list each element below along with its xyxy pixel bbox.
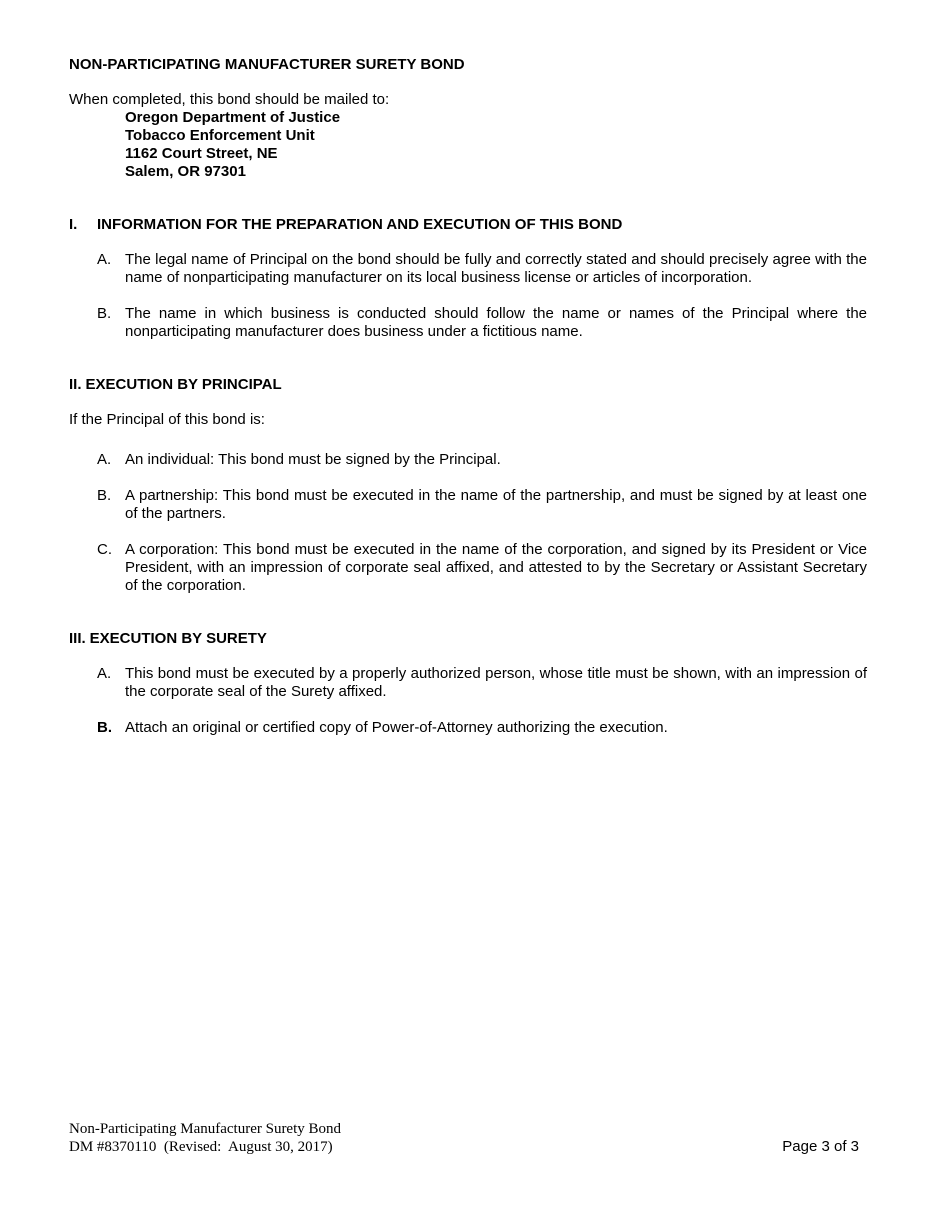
footer-document-info xyxy=(69,1120,859,1156)
list-item xyxy=(97,451,867,469)
address-line: Oregon Department of Justice xyxy=(125,109,341,126)
footer-form-name: Non-Participating Manufacturer Surety Bond xyxy=(69,1121,342,1137)
item-text: A corporation: This bond must be executed in the name of the corporation, and signed by its President or Vice President, with an impression of corporate seal affixed, and attested to by the Secretary or Assistant Secretary of the corporation. xyxy=(125,541,867,594)
item-letter: A. xyxy=(97,251,112,268)
item-text: This bond must be executed by a properly authorized person, whose title must be shown, with an impression of the corporate seal of the Surety affixed. xyxy=(125,665,867,700)
footer-revision: DM #8370110 (Revised: August 30, 2017) xyxy=(69,1139,333,1155)
section-heading-principal xyxy=(69,376,867,394)
document-title: NON-PARTICIPATING MANUFACTURER SURETY BOND xyxy=(69,56,465,73)
item-text: The name in which business is conducted should follow the name or names of the Principal where the nonparticipating manufacturer does business under a fictitious name. xyxy=(125,305,867,340)
section-list-information xyxy=(69,251,867,341)
item-text: An individual: This bond must be signed by the Principal. xyxy=(125,451,501,468)
section-number: I. xyxy=(69,216,78,233)
mail-instructions: When completed, this bond should be mailed to: xyxy=(69,91,390,108)
item-letter: A. xyxy=(97,665,112,682)
section-intro: If the Principal of this bond is: xyxy=(69,411,265,428)
section-number: III. xyxy=(69,630,86,647)
section-title: EXECUTION BY PRINCIPAL xyxy=(85,376,282,393)
address-line: 1162 Court Street, NE xyxy=(125,145,278,162)
section-title: INFORMATION FOR THE PREPARATION AND EXECUTION OF THIS BOND xyxy=(97,216,623,233)
page-number: Page 3 of 3 xyxy=(782,1138,859,1155)
list-item xyxy=(97,541,867,595)
page-footer xyxy=(69,1120,859,1156)
item-letter: C. xyxy=(97,541,112,558)
section-list-surety xyxy=(69,665,867,737)
document-page xyxy=(69,56,867,737)
section-list-principal xyxy=(69,451,867,595)
item-letter: B. xyxy=(97,719,112,736)
item-letter: B. xyxy=(97,487,112,504)
list-item xyxy=(97,251,867,287)
item-text: The legal name of Principal on the bond should be fully and correctly stated and should precisely agree with the name of nonparticipating manufacturer on its local business license or articles of incorporation. xyxy=(125,251,867,286)
section-title: EXECUTION BY SURETY xyxy=(89,630,267,647)
list-item xyxy=(97,487,867,523)
list-item xyxy=(97,719,867,737)
mailing-address xyxy=(125,109,867,181)
section-heading-information xyxy=(69,216,867,234)
section-number: II. xyxy=(69,376,82,393)
list-item xyxy=(97,665,867,701)
item-text: Attach an original or certified copy of Power-of-Attorney authorizing the execution. xyxy=(125,719,668,736)
item-letter: B. xyxy=(97,305,112,322)
address-line: Salem, OR 97301 xyxy=(125,163,246,180)
section-heading-surety xyxy=(69,630,867,648)
item-text: A partnership: This bond must be executed in the name of the partnership, and must be signed by at least one of the partners. xyxy=(125,487,867,522)
list-item xyxy=(97,305,867,341)
address-line: Tobacco Enforcement Unit xyxy=(125,127,315,144)
item-letter: A. xyxy=(97,451,112,468)
